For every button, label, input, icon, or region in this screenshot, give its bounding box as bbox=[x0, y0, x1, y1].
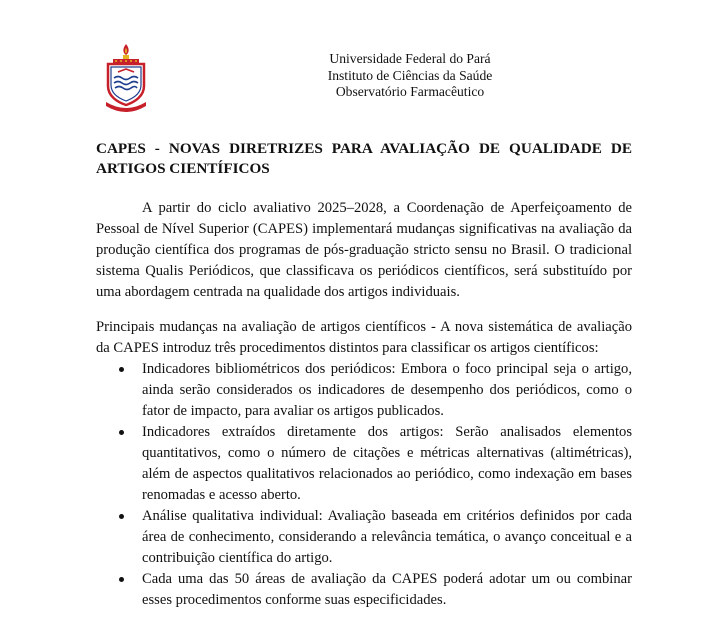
institution-header bbox=[260, 51, 560, 101]
bullet-icon bbox=[119, 514, 124, 519]
title-line-1: CAPES - NOVAS DIRETRIZES PARA AVALIAÇÃO DE QUALIDADE DE bbox=[96, 140, 632, 157]
list-item bbox=[96, 506, 632, 569]
document-title bbox=[96, 139, 632, 179]
changes-paragraph: Principais mudanças na avaliação de artigos científicos - A nova sistemática de avaliação da CAPES introduz três procedimentos distintos para classificar os artigos científicos: bbox=[96, 319, 632, 356]
list-item bbox=[96, 422, 632, 506]
bullet-icon bbox=[119, 367, 124, 372]
list-item-text: Indicadores extraídos diretamente dos artigos: Serão analisados elementos quantitativos, como o número de citações e métricas alternativas (altimétricas), além de aspectos qualitativos relacionados ao periódico, como indexação em bases renomadas e acesso aberto. bbox=[142, 424, 632, 503]
bullet-icon bbox=[119, 577, 124, 582]
list-item-text: Análise qualitativa individual: Avaliação baseada em critérios definidos por cada área de conhecimento, considerando a relevância temática, o avanço conceitual e a contribuição científica do artigo. bbox=[142, 508, 632, 566]
list-item-text: Indicadores bibliométricos dos periódicos: Embora o foco principal seja o artigo, ainda serão considerados os indicadores de desempenho dos periódicos, como o fator de impacto, para avaliar os artigos publicados. bbox=[142, 361, 632, 419]
institute-name: Instituto de Ciências da Saúde bbox=[327, 67, 493, 83]
ufpa-coat-of-arms-icon bbox=[104, 42, 148, 112]
observatory-name: Observatório Farmacêutico bbox=[335, 84, 485, 99]
procedures-list bbox=[96, 359, 632, 611]
list-item bbox=[96, 359, 632, 422]
list-item-text: Cada uma das 50 áreas de avaliação da CAPES poderá adotar um ou combinar esses procedimentos conforme suas especificidades. bbox=[142, 571, 632, 608]
university-name: Universidade Federal do Pará bbox=[329, 51, 491, 66]
intro-paragraph: A partir do ciclo avaliativo 2025–2028, a Coordenação de Aperfeiçoamento de Pessoal de Nível Superior (CAPES) implementará mudanças significativas na avaliação da produção científica dos programas de pós-graduação stricto sensu no Brasil. O tradicional sistema Qualis Periódicos, que classificava os periódicos científicos, será substituído por uma abordagem centrada na qualidade dos artigos individuais. bbox=[96, 200, 632, 300]
list-item bbox=[96, 569, 632, 611]
title-line-2: ARTIGOS CIENTÍFICOS bbox=[96, 160, 270, 177]
bullet-icon bbox=[119, 430, 124, 435]
